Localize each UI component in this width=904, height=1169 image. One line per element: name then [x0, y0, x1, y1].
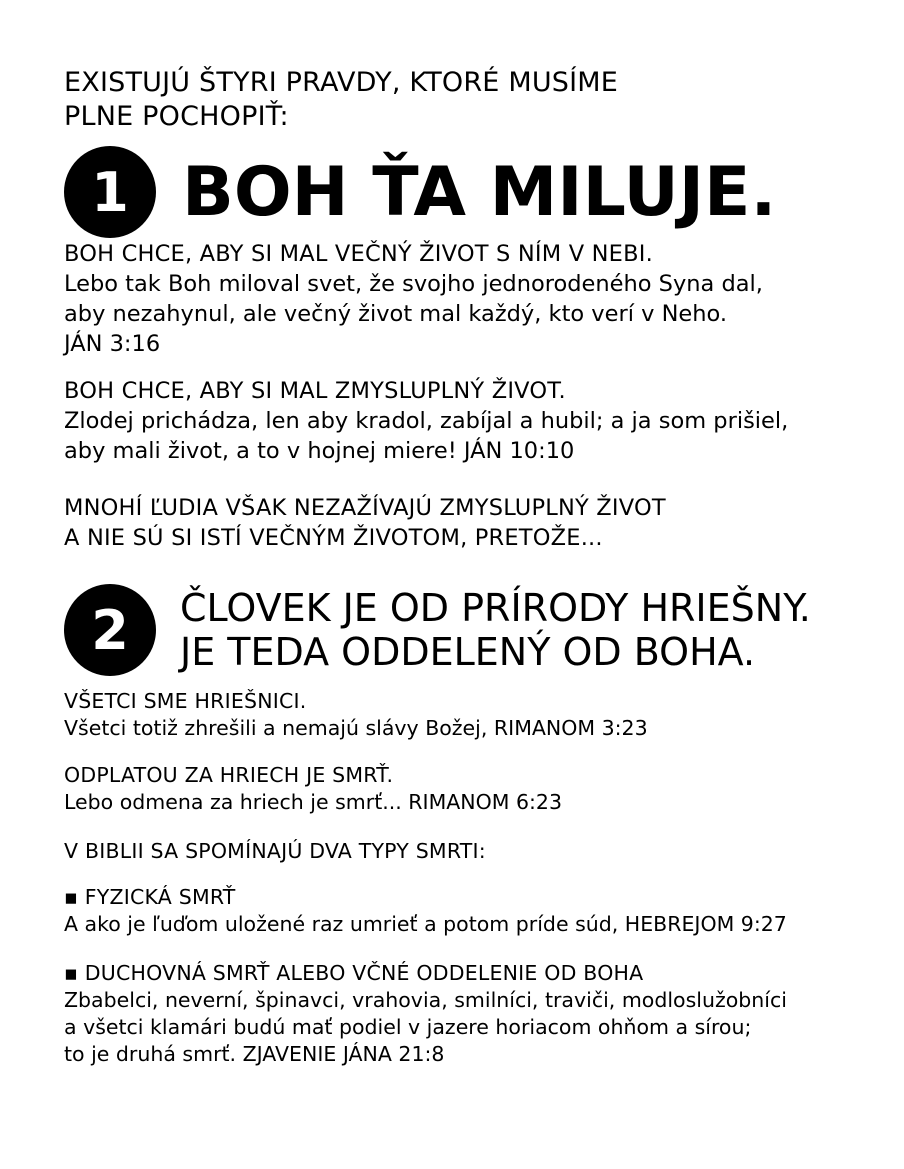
intro-heading	[64, 66, 618, 134]
block-caption: VŠETCI SME HRIEŠNICI.	[64, 689, 307, 713]
block-caption: BOH CHCE, ABY SI MAL VEČNÝ ŽIVOT S NÍM V NEBI.	[64, 241, 653, 267]
verse-reference: JÁN 3:16	[64, 331, 161, 357]
point-2-header	[64, 584, 811, 676]
verse-line: Zlodej prichádza, len aby kradol, zabíjal a hubil; a ja som prišiel,	[64, 408, 789, 434]
point-1-header	[64, 146, 776, 238]
point-2-number-badge: 2	[64, 584, 156, 676]
bullet-caption: ▪ FYZICKÁ SMRŤ	[64, 885, 236, 909]
verse-line: A ako je ľuďom uložené raz umrieť a potom príde súd, HEBREJOM 9:27	[64, 912, 787, 936]
point-2-heading-line-1: ČLOVEK JE OD PRÍRODY HRIEŠNY.	[180, 586, 811, 630]
transition-line-2: A NIE SÚ SI ISTÍ VEČNÝM ŽIVOTOM, PRETOŽE...	[64, 525, 603, 551]
verse-line: aby nezahynul, ale večný život mal každý, kto verí v Neho.	[64, 301, 728, 327]
point-1-heading: BOH ŤA MILUJE.	[182, 152, 777, 232]
block-caption: BOH CHCE, ABY SI MAL ZMYSLUPLNÝ ŽIVOT.	[64, 378, 566, 404]
block-caption: ODPLATOU ZA HRIECH JE SMRŤ.	[64, 763, 394, 787]
intro-line-2: PLNE POCHOPIŤ:	[64, 101, 289, 132]
bullet-spiritual-death	[64, 960, 787, 1068]
point-2-heading-line-2: JE TEDA ODDELENÝ OD BOHA.	[180, 630, 756, 674]
point-2-block-3	[64, 838, 486, 865]
verse-line: Všetci totiž zhrešili a nemajú slávy Božej, RIMANOM 3:23	[64, 716, 648, 740]
point-2-block-1	[64, 688, 648, 742]
verse-line: aby mali život, a to v hojnej miere! JÁN 10:10	[64, 438, 575, 464]
block-caption: V BIBLII SA SPOMÍNAJÚ DVA TYPY SMRTI:	[64, 839, 486, 863]
point-2-heading	[180, 586, 811, 674]
verse-line: Zbabelci, neverní, špinavci, vrahovia, smilníci, traviči, modloslužobníci	[64, 988, 787, 1012]
transition-line-1: MNOHÍ ĽUDIA VŠAK NEZAŽÍVAJÚ ZMYSLUPLNÝ ŽIVOT	[64, 495, 666, 521]
point-2-block-2	[64, 762, 562, 816]
bullet-caption: ▪ DUCHOVNÁ SMRŤ ALEBO VČNÉ ODDELENIE OD BOHA	[64, 961, 644, 985]
verse-line: a všetci klamári budú mať podiel v jazere horiacom ohňom a sírou;	[64, 1015, 752, 1039]
transition-text	[64, 493, 666, 553]
point-1-block-1	[64, 239, 763, 359]
point-1-block-2	[64, 376, 788, 466]
intro-line-1: EXISTUJÚ ŠTYRI PRAVDY, KTORÉ MUSÍME	[64, 67, 619, 98]
bullet-physical-death	[64, 884, 787, 938]
verse-line: to je druhá smrť. ZJAVENIE JÁNA 21:8	[64, 1042, 445, 1066]
verse-line: Lebo tak Boh miloval svet, že svojho jednorodeného Syna dal,	[64, 271, 763, 297]
verse-line: Lebo odmena za hriech je smrť... RIMANOM 6:23	[64, 790, 563, 814]
point-1-number-badge: 1	[64, 146, 156, 238]
